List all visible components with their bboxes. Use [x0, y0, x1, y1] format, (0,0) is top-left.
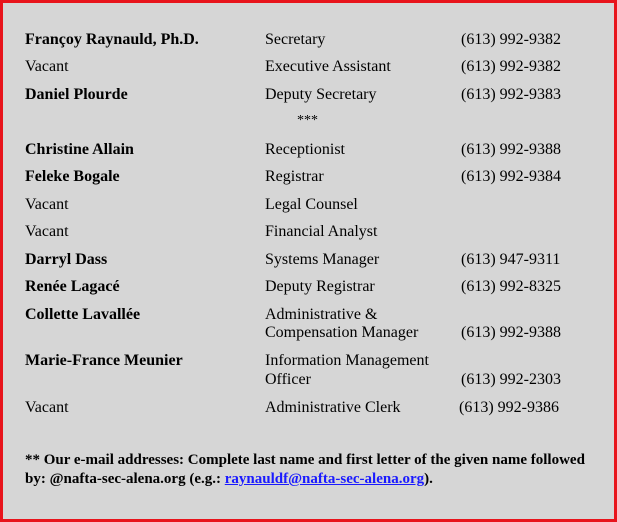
staff-title-line2: Officer: [265, 371, 311, 388]
email-note-text: ** Our e-mail addresses: Complete last name and first letter of the given name followed by: @nafta-sec-alena.org (e.g.:: [25, 452, 585, 487]
staff-title: Deputy Registrar: [265, 278, 375, 295]
staff-title: Financial Analyst: [265, 223, 378, 240]
staff-phone: (613) 992-9382: [461, 31, 561, 48]
staff-name: Vacant: [25, 223, 69, 240]
staff-title: Receptionist: [265, 141, 345, 158]
staff-title: Systems Manager: [265, 251, 380, 268]
staff-title: Information Management: [265, 352, 429, 369]
staff-phone: (613) 992-9384: [461, 168, 561, 185]
staff-title: Administrative Clerk: [265, 399, 401, 416]
staff-phone: (613) 992-8325: [461, 278, 561, 295]
staff-name: Darryl Dass: [25, 251, 108, 268]
staff-title-line2: Compensation Manager: [265, 324, 419, 341]
staff-name: Marie-France Meunier: [25, 352, 183, 369]
staff-title: Executive Assistant: [265, 58, 391, 75]
staff-title: Legal Counsel: [265, 196, 358, 213]
staff-title: Secretary: [265, 31, 326, 48]
staff-title: Registrar: [265, 168, 324, 185]
staff-name: Renée Lagacé: [25, 278, 120, 295]
staff-title: Deputy Secretary: [265, 86, 377, 103]
staff-name: Feleke Bogale: [25, 168, 120, 185]
staff-name: Vacant: [25, 399, 69, 416]
section-separator: ***: [297, 113, 318, 128]
staff-name: Christine Allain: [25, 141, 134, 158]
staff-phone: (613) 992-9383: [461, 86, 561, 103]
staff-name: Daniel Plourde: [25, 86, 128, 103]
staff-title: Administrative &: [265, 306, 378, 323]
staff-phone: (613) 992-9388: [461, 141, 561, 158]
staff-phone: (613) 992-2303: [461, 371, 561, 388]
staff-phone: (613) 992-9388: [461, 324, 561, 341]
staff-name: Vacant: [25, 58, 69, 75]
email-note: [25, 451, 595, 489]
staff-name: Collette Lavallée: [25, 306, 141, 323]
staff-phone: (613) 992-9382: [461, 58, 561, 75]
staff-phone: (613) 947-9311: [461, 251, 561, 268]
example-email-link[interactable]: raynauldf@nafta-sec-alena.org: [224, 471, 425, 487]
email-note-end: ).: [424, 471, 433, 487]
staff-phone: (613) 992-9386: [459, 399, 559, 416]
staff-name: Vacant: [25, 196, 69, 213]
staff-name: Françoy Raynauld, Ph.D.: [25, 31, 199, 48]
